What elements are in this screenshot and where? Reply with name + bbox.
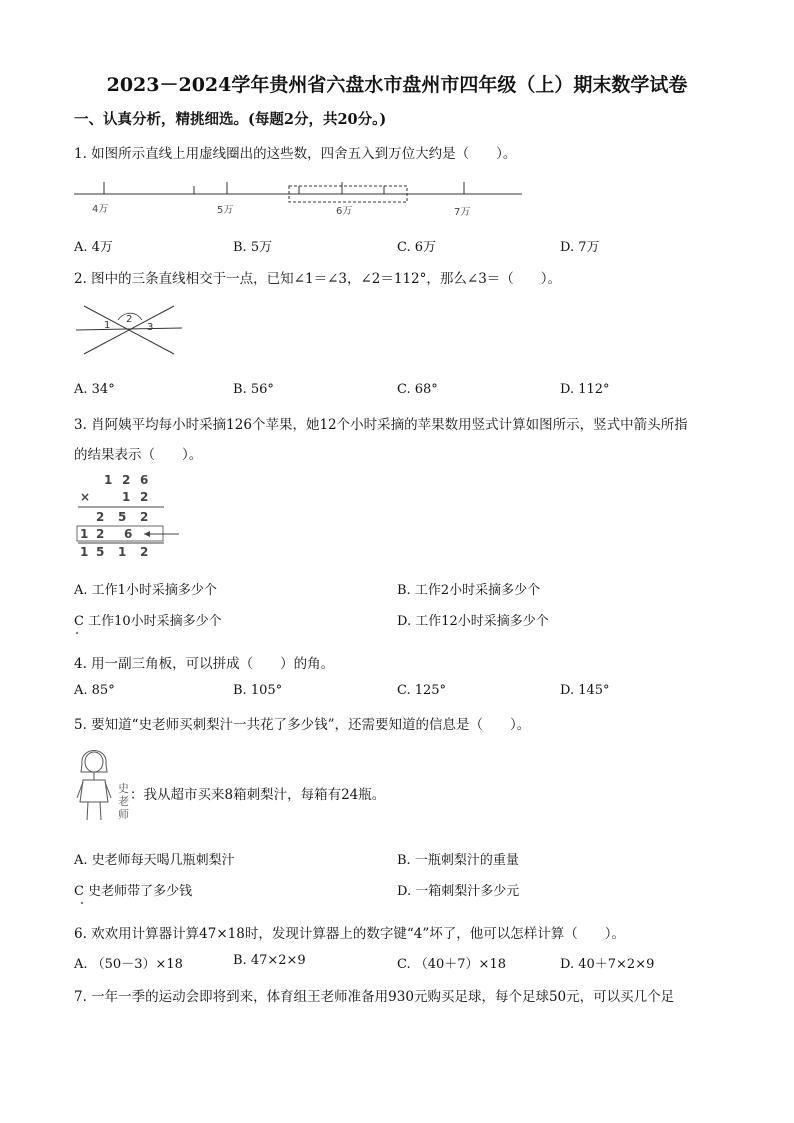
option-d[interactable]: D. 40＋7×2×9: [560, 957, 655, 972]
speaker-label: 史老师: [118, 782, 129, 821]
svg-text:1: 1: [80, 527, 89, 541]
svg-text:×: ×: [80, 490, 91, 504]
page-title: 2023－2024学年贵州省六盘水市盘州市四年级（上）期末数学试卷: [106, 74, 688, 96]
question-6: 6. 欢欢用计算器计算47×18时，发现计算器上的数字键“4”坏了，他可以怎样计算（ ）。: [74, 926, 625, 942]
option-d[interactable]: D. 145°: [560, 683, 610, 698]
angle-label: 2: [126, 314, 133, 325]
option-c[interactable]: C. 125°: [397, 683, 447, 698]
option-a[interactable]: A. 34°: [74, 382, 115, 397]
option-c[interactable]: C. 6万: [397, 240, 437, 255]
question-5: 5. 要知道“史老师买刺梨汁一共花了多少钱”，还需要知道的信息是（ ）。: [74, 717, 531, 733]
option-a[interactable]: A. 史老师每天喝几瓶刺梨汁: [74, 853, 235, 868]
svg-text:1: 1: [122, 490, 131, 504]
angle-label: 3: [147, 322, 154, 333]
option-c[interactable]: C. （40＋7）×18: [397, 957, 506, 972]
svg-text:1: 1: [104, 473, 113, 487]
option-d[interactable]: D. 工作12小时采摘多少个: [397, 614, 549, 629]
option-d[interactable]: D. 一箱刺梨汁多少元: [397, 884, 520, 899]
svg-text:2: 2: [96, 527, 105, 541]
option-a[interactable]: A. 4万: [74, 240, 113, 255]
number-line-figure: [74, 172, 524, 222]
tick-label: 6万: [336, 206, 353, 217]
svg-text:2: 2: [140, 490, 149, 504]
svg-text:2: 2: [96, 510, 105, 524]
question-1: 1. 如图所示直线上用虚线圈出的这些数，四舍五入到万位大约是（ ）。: [74, 146, 517, 162]
svg-text:6: 6: [140, 473, 149, 487]
svg-text:1: 1: [80, 545, 89, 559]
svg-text:2: 2: [140, 545, 149, 559]
option-d[interactable]: D. 7万: [560, 240, 600, 255]
tick-label: 7万: [454, 207, 471, 218]
option-b[interactable]: B. 工作2小时采摘多少个: [397, 583, 541, 598]
option-b[interactable]: B. 5万: [233, 240, 273, 255]
option-c[interactable]: C 史老师带了多少钱: [74, 884, 193, 899]
svg-text:5: 5: [96, 545, 105, 559]
option-a[interactable]: A. 工作1小时采摘多少个: [74, 583, 217, 598]
option-b[interactable]: B. 一瓶刺梨汁的重量: [397, 853, 519, 868]
svg-text:1: 1: [118, 545, 127, 559]
question-3-line-2: 的结果表示（ ）。: [74, 447, 203, 463]
svg-text:2: 2: [140, 510, 149, 524]
svg-text:2: 2: [122, 473, 131, 487]
question-4: 4. 用一副三角板，可以拼成（ ）的角。: [74, 656, 335, 672]
tick-label: 4万: [92, 204, 109, 215]
option-a[interactable]: A. 85°: [74, 683, 115, 698]
option-d[interactable]: D. 112°: [560, 382, 610, 397]
question-2: 2. 图中的三条直线相交于一点，已知∠1＝∠3，∠2＝112°，那么∠3＝（ ）。: [74, 271, 562, 287]
speech-text: ：我从超市买来8箱刺梨汁，每箱有24瓶。: [130, 787, 386, 803]
angle-label: 1: [104, 320, 111, 331]
svg-text:6: 6: [124, 527, 133, 541]
option-b[interactable]: B. 47×2×9: [233, 953, 306, 968]
tick-label: 5万: [217, 205, 234, 216]
option-b[interactable]: B. 56°: [233, 382, 274, 397]
section-heading: 一、认真分析，精挑细选。(每题2分，共20分。): [74, 111, 387, 128]
option-c[interactable]: C. 68°: [397, 382, 438, 397]
teacher-illustration: [74, 742, 114, 824]
svg-text:5: 5: [118, 510, 127, 524]
option-a[interactable]: A. （50－3）×18: [74, 957, 183, 972]
vertical-multiplication-figure: [74, 470, 184, 562]
intersecting-lines-figure: [74, 298, 184, 358]
question-7: 7. 一年一季的运动会即将到来，体育组王老师准备用930元购买足球，每个足球50元，可以买几个足: [74, 989, 675, 1005]
option-b[interactable]: B. 105°: [233, 683, 283, 698]
question-3-line-1: 3. 肖阿姨平均每小时采摘126个苹果，她12个小时采摘的苹果数用竖式计算如图所示，竖式中箭头所指: [74, 417, 688, 433]
option-c[interactable]: C 工作10小时采摘多少个: [74, 614, 222, 629]
